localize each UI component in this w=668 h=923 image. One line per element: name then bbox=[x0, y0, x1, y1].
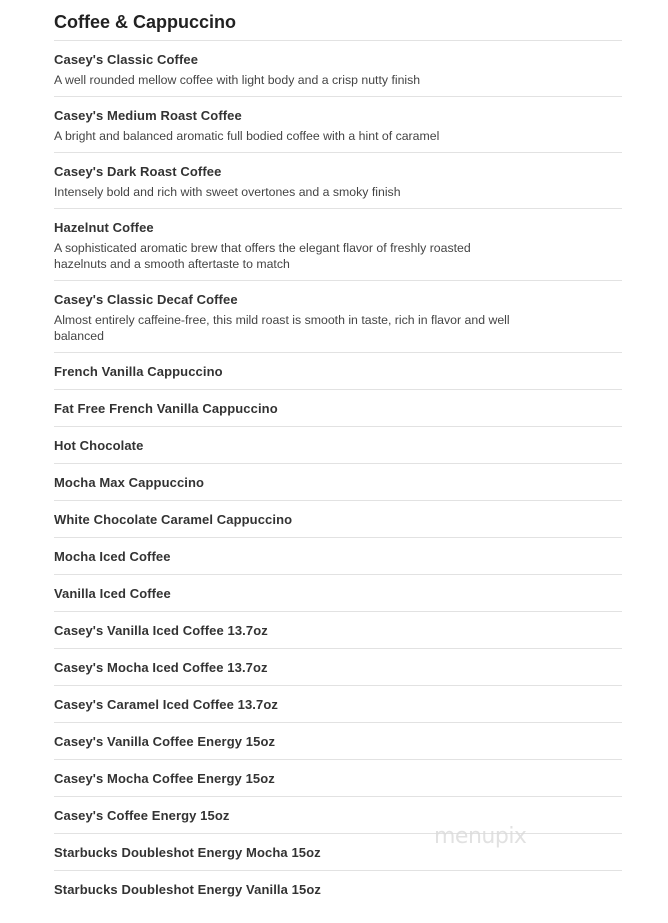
menu-item[interactable] bbox=[54, 574, 622, 611]
item-name: Starbucks Doubleshot Energy Vanilla 15oz bbox=[54, 882, 321, 897]
menu-item[interactable] bbox=[54, 463, 622, 500]
item-name: Fat Free French Vanilla Cappuccino bbox=[54, 401, 278, 416]
item-name: Hot Chocolate bbox=[54, 438, 144, 453]
item-name: Casey's Mocha Iced Coffee 13.7oz bbox=[54, 660, 268, 675]
menu-item[interactable] bbox=[54, 796, 622, 833]
item-name: Casey's Vanilla Coffee Energy 15oz bbox=[54, 734, 276, 749]
item-name: White Chocolate Caramel Cappuccino bbox=[54, 512, 293, 527]
item-name: Vanilla Iced Coffee bbox=[54, 586, 171, 601]
menu-item[interactable] bbox=[54, 759, 622, 796]
menu-item[interactable] bbox=[54, 96, 622, 152]
item-name: Starbucks Doubleshot Energy Mocha 15oz bbox=[54, 845, 321, 860]
menu-item[interactable] bbox=[54, 611, 622, 648]
item-name: Casey's Coffee Energy 15oz bbox=[54, 808, 230, 823]
menu-item[interactable] bbox=[54, 722, 622, 759]
item-description: A well rounded mellow coffee with light body and a crisp nutty finish bbox=[54, 73, 421, 87]
menu-item[interactable] bbox=[54, 685, 622, 722]
item-name: Hazelnut Coffee bbox=[54, 220, 154, 235]
item-name: French Vanilla Cappuccino bbox=[54, 364, 223, 379]
menupix-watermark: menupix bbox=[434, 824, 527, 849]
menu-item[interactable] bbox=[54, 352, 622, 389]
item-name: Casey's Dark Roast Coffee bbox=[54, 164, 222, 179]
menu-item[interactable] bbox=[54, 833, 622, 870]
menu-item[interactable] bbox=[54, 40, 622, 96]
menu-list bbox=[54, 40, 622, 907]
menu-item[interactable] bbox=[54, 280, 622, 352]
item-description: Intensely bold and rich with sweet overtones and a smoky finish bbox=[54, 185, 401, 199]
item-name: Casey's Classic Coffee bbox=[54, 52, 199, 67]
item-name: Casey's Vanilla Iced Coffee 13.7oz bbox=[54, 623, 268, 638]
item-description: A bright and balanced aromatic full bodied coffee with a hint of caramel bbox=[54, 129, 440, 143]
item-name: Mocha Iced Coffee bbox=[54, 549, 171, 564]
menu-item[interactable] bbox=[54, 870, 622, 907]
item-description: A sophisticated aromatic brew that offers the elegant flavor of freshly roasted hazelnuts and a smooth aftertaste to match bbox=[54, 241, 471, 271]
item-name: Casey's Classic Decaf Coffee bbox=[54, 292, 238, 307]
menu-section bbox=[54, 0, 622, 907]
menu-item[interactable] bbox=[54, 152, 622, 208]
menu-item[interactable] bbox=[54, 500, 622, 537]
section-title: Coffee & Cappuccino bbox=[54, 12, 237, 32]
item-name: Casey's Medium Roast Coffee bbox=[54, 108, 242, 123]
item-name: Casey's Mocha Coffee Energy 15oz bbox=[54, 771, 275, 786]
menu-item[interactable] bbox=[54, 208, 622, 280]
menu-item[interactable] bbox=[54, 426, 622, 463]
menu-item[interactable] bbox=[54, 389, 622, 426]
item-description: Almost entirely caffeine-free, this mild roast is smooth in taste, rich in flavor and well balanced bbox=[54, 313, 510, 343]
menu-item[interactable] bbox=[54, 648, 622, 685]
menu-item[interactable] bbox=[54, 537, 622, 574]
item-name: Mocha Max Cappuccino bbox=[54, 475, 205, 490]
item-name: Casey's Caramel Iced Coffee 13.7oz bbox=[54, 697, 278, 712]
